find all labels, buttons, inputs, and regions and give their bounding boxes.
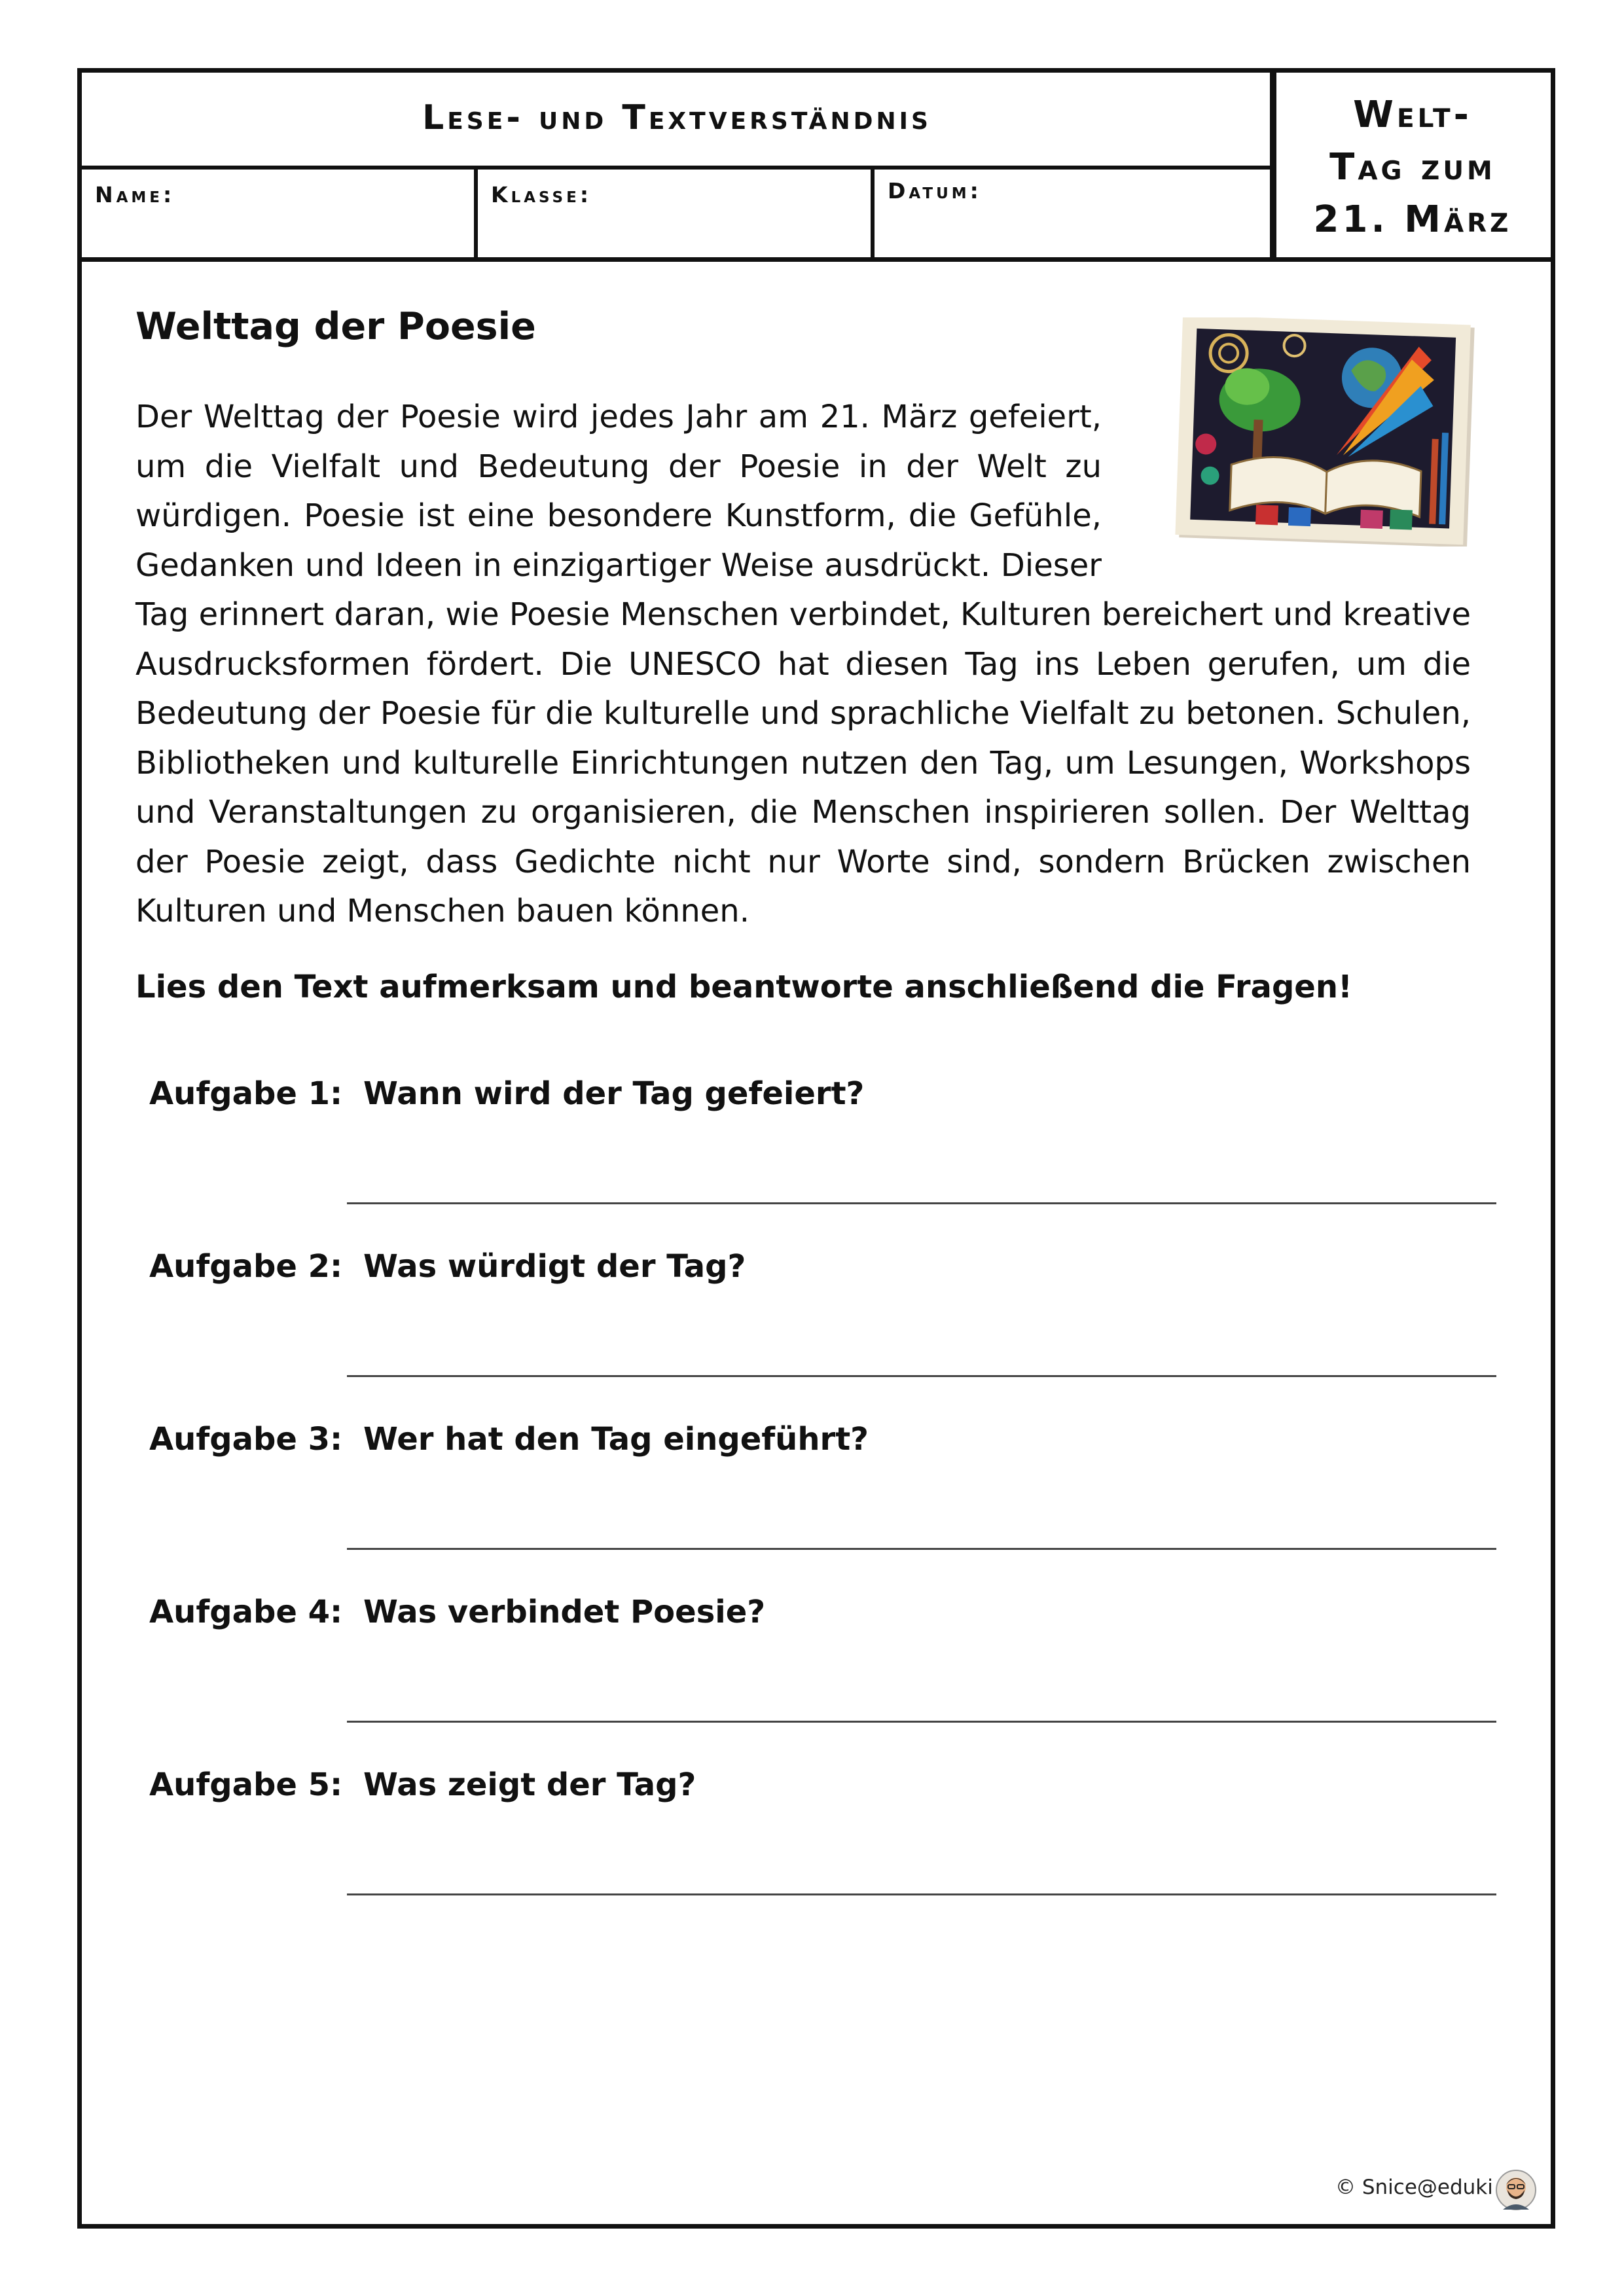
task-question: Was würdigt der Tag?: [363, 1248, 746, 1285]
task-question: Wer hat den Tag eingeführt?: [363, 1421, 869, 1458]
task-label: Aufgabe 5:: [149, 1767, 343, 1803]
task-label: Aufgabe 2:: [149, 1248, 343, 1285]
article-heading: Welttag der Poesie: [135, 305, 536, 348]
article-text: [135, 393, 1471, 937]
occasion-title-line: 21. März: [1313, 198, 1512, 241]
occasion-title-line: Welt-: [1353, 94, 1472, 136]
header-box: [77, 68, 1276, 262]
occasion-title-line: Tag zum: [1329, 146, 1496, 188]
header-divider: [77, 166, 1276, 170]
worksheet-title: Lese- und Textverständnis: [422, 98, 931, 137]
task-label: Aufgabe 4:: [149, 1594, 343, 1630]
name-label: Name:: [95, 182, 175, 207]
header-divider: [474, 170, 478, 262]
answer-line[interactable]: [347, 1375, 1496, 1377]
date-label: Datum:: [888, 178, 982, 204]
answer-line[interactable]: [347, 1202, 1496, 1204]
copyright-text: © Snice@eduki: [1335, 2176, 1493, 2199]
poetry-book-quill-illustration: [1174, 317, 1484, 547]
task-question: Wann wird der Tag gefeiert?: [363, 1075, 865, 1112]
answer-line[interactable]: [347, 1893, 1496, 1895]
answer-line[interactable]: [347, 1548, 1496, 1550]
class-label: Klasse:: [491, 182, 592, 207]
author-avatar-icon: [1495, 2169, 1537, 2211]
task-question: Was zeigt der Tag?: [363, 1767, 696, 1803]
article-body: Der Welttag der Poesie wird jedes Jahr am 21. März gefeiert, um die Vielfalt und Bedeutung der Poesie in der Welt zu würdigen. Poesie ist eine besondere Kunstform, die Gefühle, Gedanken und Ideen in einzigartiger Weise ausdrückt. Dieser Tag erinnert daran, wie Poesie Menschen verbindet, Kulturen bereichert und kreative Ausdrucksformen fördert. Die UNESCO hat diesen Tag ins Leben gerufen, um die Bedeutung der Poesie für die kulturelle und sprachliche Vielfalt zu betonen. Schulen, Bibliotheken und kulturelle Einrichtungen nutzen den Tag, um Lesungen, Workshops und Veranstaltungen zu organisieren, die Menschen inspirieren sollen. Der Welttag der Poesie zeigt, dass Gedichte nicht nur Worte sind, sondern Brücken zwischen Kulturen und Menschen bauen können.: [135, 399, 1471, 929]
task-label: Aufgabe 3:: [149, 1421, 343, 1458]
task-instruction: Lies den Text aufmerksam und beantworte anschließend die Fragen!: [135, 969, 1352, 1005]
task-label: Aufgabe 1:: [149, 1075, 343, 1112]
task-question: Was verbindet Poesie?: [363, 1594, 766, 1630]
occasion-title: [1275, 89, 1550, 246]
header-divider: [871, 170, 875, 262]
answer-line[interactable]: [347, 1721, 1496, 1723]
